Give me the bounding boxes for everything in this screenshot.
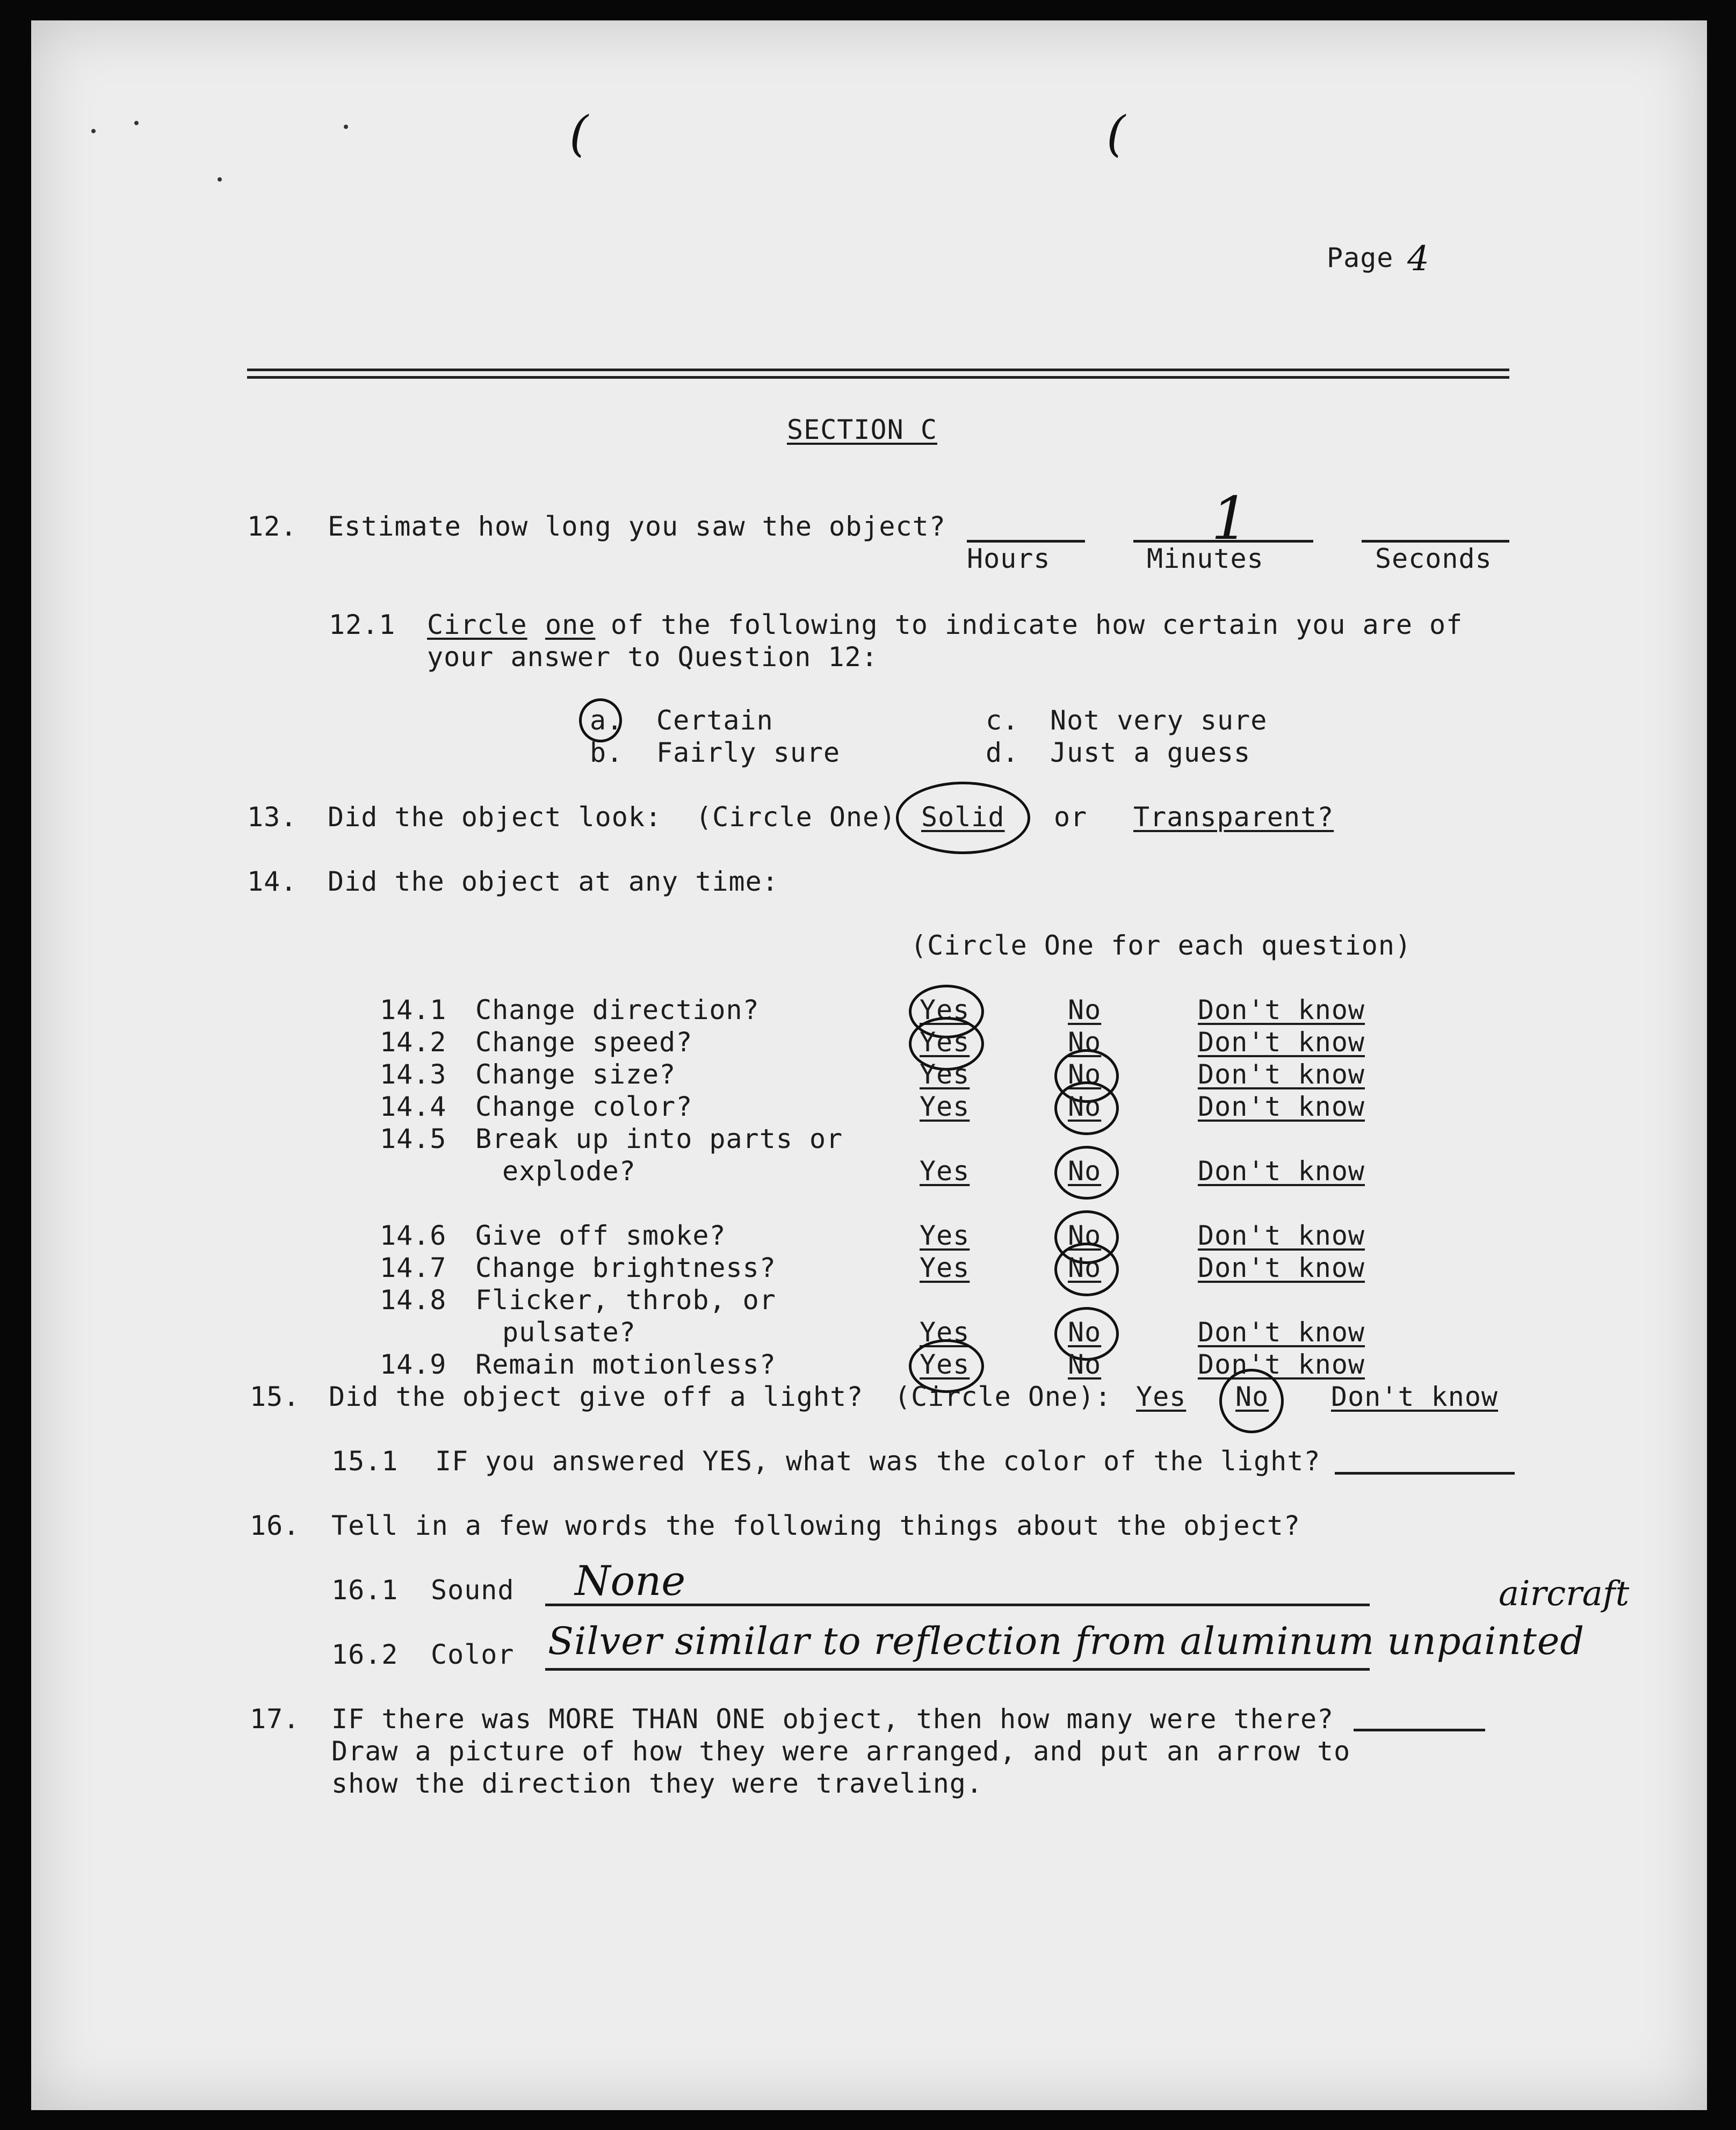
q14-yes-option[interactable]: Yes: [920, 1027, 970, 1058]
option-a-label: Certain: [656, 705, 773, 736]
color-note: aircraft: [1499, 1574, 1630, 1614]
q14-yes-option[interactable]: Yes: [920, 1091, 970, 1122]
seconds-blank[interactable]: [1362, 540, 1509, 543]
selected-circle: [1219, 1369, 1284, 1433]
q14-no-option[interactable]: No: [1068, 994, 1102, 1026]
q16-number: 16.: [250, 1510, 300, 1541]
q14-item-text: Give off smoke?: [475, 1220, 726, 1251]
option-c-label: Not very sure: [1050, 705, 1268, 736]
q12-text: Estimate how long you saw the object?: [328, 511, 946, 542]
selected-circle: [1054, 1081, 1119, 1135]
q14-no-option[interactable]: No: [1068, 1059, 1102, 1090]
q14-no-option[interactable]: No: [1068, 1317, 1102, 1348]
selected-circle: [579, 698, 622, 742]
q13-option-solid[interactable]: Solid: [921, 802, 1005, 833]
q13-text: Did the object look:: [328, 802, 662, 833]
minutes-value: 1: [1211, 484, 1249, 553]
q14-no-option[interactable]: No: [1068, 1220, 1102, 1251]
hours-blank[interactable]: [967, 540, 1085, 543]
q15-1-number: 15.1: [331, 1446, 399, 1477]
selected-circle: [1054, 1243, 1119, 1296]
q17-line1: IF there was MORE THAN ONE object, then how many were there?: [331, 1703, 1334, 1735]
stray-mark: (: [1106, 106, 1126, 162]
q14-no-option[interactable]: No: [1068, 1349, 1102, 1380]
q14-item-text: Change direction?: [475, 994, 760, 1026]
q14-yes-option[interactable]: Yes: [920, 1156, 970, 1187]
q14-dont-know-option[interactable]: Don't know: [1198, 1317, 1365, 1348]
q14-yes-option[interactable]: Yes: [920, 1252, 970, 1283]
q14-item-number: 14.1: [380, 994, 447, 1026]
q14-dont-know-option[interactable]: Don't know: [1198, 1091, 1365, 1122]
stray-mark: (: [569, 106, 589, 162]
q14-item-text: Change brightness?: [475, 1252, 776, 1283]
q14-item-number: 14.2: [380, 1027, 447, 1058]
section-title: SECTION C: [787, 414, 937, 445]
q14-dont-know-option[interactable]: Don't know: [1198, 1252, 1365, 1283]
q12-1-circle-word: Circle: [427, 609, 527, 640]
q13-or: or: [1054, 802, 1088, 833]
scan-speck: [91, 129, 96, 133]
q12-1-line2: your answer to Question 12:: [427, 641, 878, 673]
option-d-key[interactable]: d.: [986, 737, 1019, 768]
q14-no-option[interactable]: No: [1068, 1252, 1102, 1283]
q16-1-label: Sound: [431, 1575, 515, 1606]
q14-yes-option[interactable]: Yes: [920, 1220, 970, 1251]
hours-label: Hours: [967, 543, 1051, 574]
page-number: 4: [1407, 239, 1429, 279]
q16-1-number: 16.1: [331, 1575, 399, 1606]
q14-item-number: 14.6: [380, 1220, 447, 1251]
q12-1-line1: of the following to indicate how certain you are of: [611, 609, 1463, 640]
q12-1-one-word: one: [545, 609, 596, 640]
q17-line3: show the direction they were traveling.: [331, 1768, 983, 1799]
option-b-key[interactable]: b.: [590, 737, 624, 768]
q15-no[interactable]: No: [1235, 1381, 1269, 1412]
scan-speck: [218, 177, 222, 182]
q14-item-text: Break up into parts or: [475, 1123, 843, 1154]
minutes-label: Minutes: [1147, 543, 1264, 574]
color-blank[interactable]: [545, 1668, 1370, 1671]
q14-item-number: 14.4: [380, 1091, 447, 1122]
light-color-blank[interactable]: [1335, 1472, 1515, 1475]
q14-item-text: Remain motionless?: [475, 1349, 776, 1380]
q14-no-option[interactable]: No: [1068, 1027, 1102, 1058]
selected-circle: [1054, 1146, 1119, 1200]
q15-yes[interactable]: Yes: [1136, 1381, 1187, 1412]
seconds-label: Seconds: [1375, 543, 1492, 574]
q14-yes-option[interactable]: Yes: [920, 1059, 970, 1090]
q17-number: 17.: [250, 1703, 300, 1735]
q14-yes-option[interactable]: Yes: [920, 1349, 970, 1380]
q15-1-text: IF you answered YES, what was the color of the light?: [435, 1446, 1321, 1477]
q14-dont-know-option[interactable]: Don't know: [1198, 1027, 1365, 1058]
q14-no-option[interactable]: No: [1068, 1156, 1102, 1187]
q14-dont-know-option[interactable]: Don't know: [1198, 1220, 1365, 1251]
q14-instruction: (Circle One for each question): [910, 930, 1412, 961]
q14-item-number: 14.3: [380, 1059, 447, 1090]
q15-instruction: (Circle One):: [894, 1381, 1112, 1412]
q14-item-text: pulsate?: [502, 1317, 636, 1348]
header-rule: [247, 369, 1509, 371]
q13-option-transparent[interactable]: Transparent?: [1133, 802, 1334, 833]
scan-speck: [344, 125, 348, 129]
color-value: Silver similar to reflection from aluminum unpainted: [548, 1619, 1585, 1663]
option-a-key[interactable]: a.: [590, 705, 624, 736]
q12-number: 12.: [247, 511, 298, 542]
scan-speck: [134, 121, 139, 125]
object-count-blank[interactable]: [1354, 1729, 1485, 1731]
q14-item-number: 14.5: [380, 1123, 447, 1154]
q14-item-number: 14.8: [380, 1284, 447, 1316]
q16-2-number: 16.2: [331, 1639, 399, 1670]
option-b-label: Fairly sure: [656, 737, 841, 768]
q15-text: Did the object give off a light?: [329, 1381, 864, 1412]
q14-item-text: Flicker, throb, or: [475, 1284, 776, 1316]
q12-1-number: 12.1: [329, 609, 396, 640]
sound-value: None: [575, 1557, 686, 1605]
q14-text: Did the object at any time:: [328, 866, 779, 897]
q14-yes-option[interactable]: Yes: [920, 1317, 970, 1348]
option-d-label: Just a guess: [1050, 737, 1251, 768]
q14-item-text: Change speed?: [475, 1027, 693, 1058]
q14-dont-know-option[interactable]: Don't know: [1198, 994, 1365, 1026]
option-c-key[interactable]: c.: [986, 705, 1019, 736]
q13-number: 13.: [247, 802, 298, 833]
q14-dont-know-option[interactable]: Don't know: [1198, 1349, 1365, 1380]
selected-circle: [896, 782, 1030, 854]
q16-text: Tell in a few words the following things about the object?: [331, 1510, 1300, 1541]
q14-item-text: explode?: [502, 1156, 636, 1187]
q14-no-option[interactable]: No: [1068, 1091, 1102, 1122]
page-label: Page: [1327, 242, 1394, 273]
q14-yes-option[interactable]: Yes: [920, 994, 970, 1026]
q17-line2: Draw a picture of how they were arranged, and put an arrow to: [331, 1736, 1351, 1767]
q13-instruction: (Circle One): [696, 802, 896, 833]
q15-number: 15.: [250, 1381, 300, 1412]
q14-dont-know-option[interactable]: Don't know: [1198, 1059, 1365, 1090]
q16-2-label: Color: [431, 1639, 515, 1670]
header-rule: [247, 376, 1509, 379]
q14-item-number: 14.9: [380, 1349, 447, 1380]
q14-dont-know-option[interactable]: Don't know: [1198, 1156, 1365, 1187]
q14-item-text: Change color?: [475, 1091, 693, 1122]
q14-item-number: 14.7: [380, 1252, 447, 1283]
minutes-blank[interactable]: [1133, 540, 1313, 543]
q14-number: 14.: [247, 866, 298, 897]
q15-dont-know[interactable]: Don't know: [1331, 1381, 1499, 1412]
q14-item-text: Change size?: [475, 1059, 676, 1090]
